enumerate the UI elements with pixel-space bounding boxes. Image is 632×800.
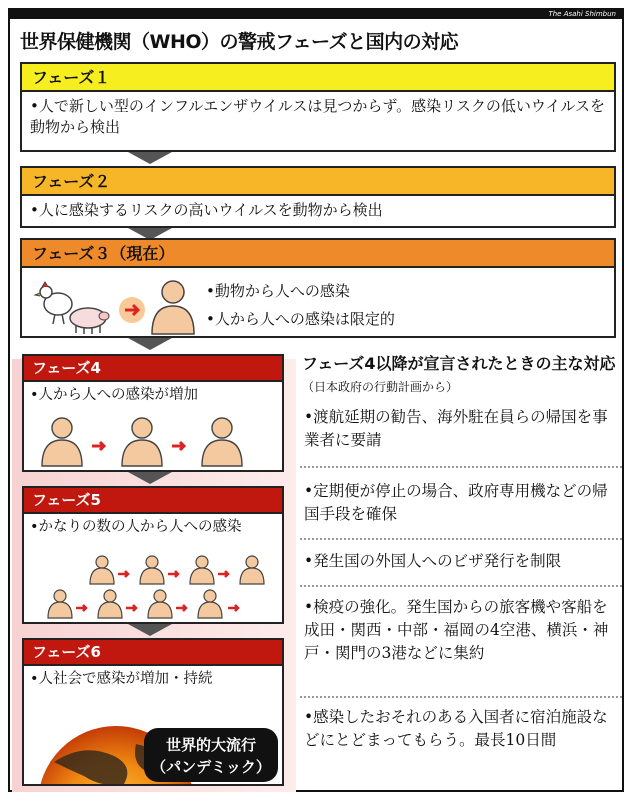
response-title: フェーズ4以降が宣言されたときの主な対応 <box>302 354 616 373</box>
phase-5-illustration <box>30 554 280 624</box>
phase-4-illustration <box>34 412 274 468</box>
globe-illustration <box>24 692 284 786</box>
phase-2-text: •人に感染するリスクの高いウイルスを動物から検出 <box>30 201 383 219</box>
divider <box>300 466 622 468</box>
phase-3-label: フェーズ３（現在） <box>22 240 614 268</box>
phase-2-label: フェーズ２ <box>22 168 614 196</box>
phase-3-item-1: •動物から人への感染 <box>206 282 350 300</box>
page-title: 世界保健機関（WHO）の警戒フェーズと国内の対応 <box>20 31 459 53</box>
phase-4-box <box>22 354 284 472</box>
response-title-block <box>302 353 622 398</box>
pig-icon <box>70 308 109 334</box>
credit-text: The Asahi Shimbun <box>548 10 616 18</box>
arrow-down-icon <box>128 338 172 350</box>
phase-6-text: •人社会で感染が増加・持続 <box>30 671 213 687</box>
badge-line-2: （パンデミック） <box>151 758 271 776</box>
divider <box>300 538 622 540</box>
arrow-right-icon <box>119 297 145 323</box>
response-item-5: •感染したおそれのある入国者に宿泊施設などにとどまってもらう。最長10日間 <box>304 708 608 749</box>
divider <box>300 696 622 698</box>
response-item-1: •渡航延期の勧告、海外駐在員らの帰国を事業者に要請 <box>304 408 608 449</box>
phase-4-text: •人から人への感染が増加 <box>30 387 199 403</box>
phase-3-item-2: •人から人への感染は限定的 <box>206 310 395 328</box>
divider <box>300 585 622 587</box>
response-item-2: •定期便が停止の場合、政府専用機などの帰国手段を確保 <box>304 482 608 523</box>
infographic-frame <box>8 8 624 792</box>
phase-5-label: フェーズ5 <box>24 488 282 514</box>
phase-5-text: •かなりの数の人から人への感染 <box>30 519 242 535</box>
phase-2-box <box>20 166 616 228</box>
phase-6-label: フェーズ6 <box>24 640 282 666</box>
response-subtitle: （日本政府の行動計画から） <box>302 380 459 394</box>
arrow-down-icon <box>128 152 172 164</box>
pandemic-badge <box>144 728 278 782</box>
chicken-icon <box>35 282 72 324</box>
phase-6-box <box>22 638 284 786</box>
phase-1-text: •人で新しい型のインフルエンザウイルスは見つからず。感染リスクの低いウイルスを動物から検出 <box>30 97 605 136</box>
badge-line-1: 世界的大流行 <box>165 736 257 754</box>
arrow-down-icon <box>128 624 172 636</box>
top-bar <box>10 10 622 19</box>
person-icon <box>152 281 194 334</box>
phase-1-box <box>20 62 616 152</box>
arrow-down-icon <box>128 472 172 484</box>
phase-4-label: フェーズ4 <box>24 356 282 382</box>
phase-5-box <box>22 486 284 624</box>
phase-1-label: フェーズ１ <box>22 64 614 92</box>
response-item-3: •発生国の外国人へのビザ発行を制限 <box>304 552 562 570</box>
response-item-4: •検疫の強化。発生国からの旅客機や客船を成田・関西・中部・福岡の4空港、横浜・神戸・関門の3港などに集約 <box>304 598 609 662</box>
phase-3-illustration <box>28 272 198 338</box>
phase-3-box <box>20 238 616 338</box>
